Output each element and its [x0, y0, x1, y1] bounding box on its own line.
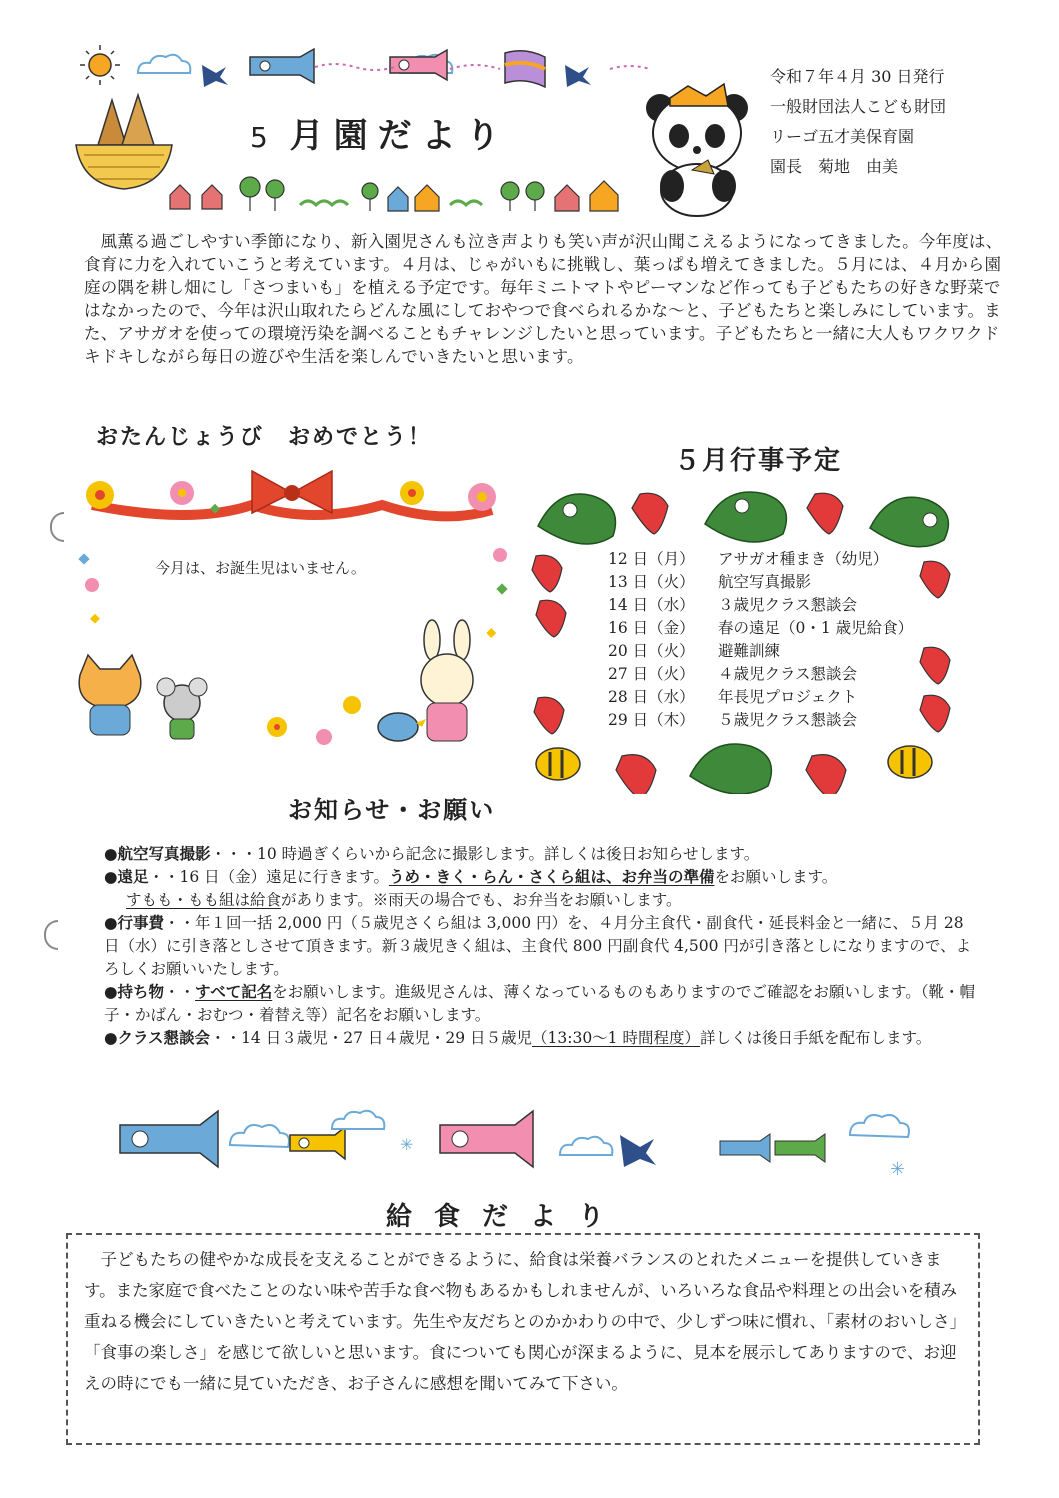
- sparkle-icon: ✳: [890, 1159, 906, 1180]
- notice-excursion: ●遠足・・16 日（金）遠足に行きます。うめ・きく・らん・さくら組は、お弁当の準備をお願いします。 すもも・もも組は給食があります。※雨天の場合でも、お弁当をお願いします。: [104, 868, 838, 909]
- page-title: [250, 108, 510, 157]
- cloud-icon: [230, 1125, 289, 1147]
- panda-icon: [632, 78, 762, 218]
- mouse-icon: [157, 678, 207, 739]
- title-number: 5: [250, 121, 268, 154]
- cloud-icon: [138, 55, 190, 73]
- event-date: 14 日（水）: [608, 596, 695, 614]
- organization-name: 一般財団法人こども財団: [770, 97, 947, 116]
- event-date: 28 日（水）: [608, 688, 695, 706]
- events-heading: ５月行事予定: [674, 446, 843, 476]
- houses-trees-row: [170, 177, 618, 211]
- bird-icon: [378, 713, 426, 741]
- strawberry-icon: [534, 697, 564, 734]
- cat-icon: [79, 655, 141, 735]
- sun-icon: [80, 45, 120, 85]
- sparkle-icon: ✳: [400, 1135, 414, 1154]
- leaf-cluster-icon: [538, 494, 616, 544]
- event-name: ３歳児クラス懇談会: [718, 596, 858, 614]
- bee-icon: [536, 748, 580, 780]
- event-name: 年長児プロジェクト: [718, 688, 858, 706]
- strawberry-icon: [532, 555, 562, 592]
- carp-streamer-icon: [120, 1111, 218, 1167]
- carp-streamer-icon: [390, 50, 447, 80]
- event-name: 春の遠足（0・1 歳児給食）: [718, 619, 914, 637]
- windsock-icon: [505, 51, 545, 87]
- event-item: [608, 548, 913, 571]
- flower-icon: [493, 548, 507, 562]
- ribbon-bow-icon: [252, 471, 332, 513]
- strawberry-icon: [536, 600, 566, 637]
- event-name: 航空写真撮影: [718, 573, 812, 591]
- carp-streamer-icon: [250, 49, 314, 83]
- notice-event-fee: ●行事費・・年１回一括 2,000 円（５歳児さくら組は 3,000 円）を、４月分主食代・副食代・延長料金と一緒に、５月 28 日（水）に引き落としさせて頂きます。新３歳児きく組は、主食代 800 円副食代 4,500 円が引き落としになりますので、よろしくお願いいたします。: [104, 914, 972, 978]
- strawberry-icon: [920, 695, 950, 732]
- intro-paragraph: 風薫る過ごしやすい季節になり、新入園児さんも泣き声よりも笑い声が沢山聞こえるようになってきました。今年度は、食育に力を入れていこうと考えています。４月は、じゃがいもに挑戦し、葉っぱも増えてきました。５月には、４月から園庭の隅を耕し畑にし「さつまいも」を植える予定です。毎年ミニトマトやピーマンなど作っても子どもたちの好きな野菜ではなかったので、今年は沢山取れたらどんな風にしておやつで食べられるかな～と、子どもたちと楽しみにしています。また、アサガオを使っての環境汚染を調べることもチャレンジしたいと思っています。子どもたちと一緒に大人もワクワクドキドキしながら毎日の遊びや生活を楽しんでいきたいと思います。: [84, 232, 1003, 366]
- leaf-cluster-icon: [870, 497, 948, 547]
- birthday-message: 今月は、お誕生児はいません。: [155, 559, 366, 577]
- event-item: [608, 686, 913, 709]
- rabbit-icon: [421, 620, 473, 741]
- event-date: 29 日（木）: [608, 711, 695, 729]
- carp-streamer-icon: [720, 1134, 770, 1162]
- leaf-cluster-icon: [690, 744, 771, 794]
- flower-icon: [267, 717, 287, 737]
- event-item: [608, 571, 913, 594]
- flower-icon: [343, 696, 361, 714]
- flower-icon: [85, 578, 99, 592]
- notice-aerial-photo: ●航空写真撮影・・・10 時過ぎくらいから記念に撮影します。詳しくは後日お知らせします。: [104, 845, 760, 863]
- events-list: [608, 548, 913, 732]
- event-item: [608, 640, 913, 663]
- carp-streamer-icon: [440, 1111, 533, 1167]
- principal-name: 園長 菊地 由美: [770, 157, 899, 176]
- event-name: アサガオ種まき（幼児）: [718, 550, 889, 568]
- event-item: [608, 594, 913, 617]
- issue-date: 令和７年４月 30 日発行: [770, 67, 945, 86]
- swallow-icon: [565, 65, 591, 87]
- strawberry-icon: [920, 647, 950, 684]
- event-name: ４歳児クラス懇談会: [718, 665, 858, 683]
- school-name: リーゴ五才美保育園: [770, 127, 915, 146]
- strawberry-icon: [616, 755, 656, 794]
- lunch-heading: 給食だより: [386, 1202, 627, 1232]
- strawberry-icon: [807, 493, 843, 534]
- flower-icon: [316, 729, 332, 745]
- event-date: 16 日（金）: [608, 619, 695, 637]
- event-name: ５歳児クラス懇談会: [718, 711, 858, 729]
- swallow-icon: [202, 65, 228, 87]
- event-date: 20 日（火）: [608, 642, 695, 660]
- strawberry-icon: [806, 755, 846, 794]
- issuer-block: [770, 62, 946, 182]
- bamboo-shoot-basket-icon: [76, 95, 172, 189]
- birthday-heading: おたんじょうび おめでとう！: [96, 425, 433, 450]
- swallow-icon: [620, 1135, 656, 1167]
- cloud-icon: [332, 1111, 384, 1129]
- birthday-frame: [62, 465, 522, 770]
- carp-streamer-icon: [290, 1127, 345, 1159]
- lunch-paragraph: 子どもたちの健やかな成長を支えることができるように、給食は栄養バランスのとれたメニューを提供していきます。また家庭で食べたことのない味や苦手な食べ物もあるかもしれませんが、いろいろな食品や料理との出会いを積み重ねる機会にしていきたいと考えています。先生や友だちとのかかわりの中で、少しずつ味に慣れ、「素材のおいしさ」「食事の楽しさ」を感じて欲しいと思います。食についても関心が深まるように、見本を展示してありますので、お迎えの時にでも一緒に見ていただき、お子さんに感想を聞いてみて下さい。: [84, 1250, 958, 1393]
- event-name: 避難訓練: [718, 642, 781, 660]
- notice-belongings: ●持ち物・・すべて記名をお願いします。進級児さんは、薄くなっているものもありますのでご確認をお願いします。（靴・帽子・かばん・おむつ・着替え等）記名をお願いします。: [104, 983, 976, 1024]
- bee-icon: [888, 746, 932, 778]
- notices-list: [104, 843, 984, 1050]
- strawberry-icon: [632, 493, 668, 534]
- flower-icon: [170, 481, 194, 505]
- leaf-cluster-icon: [705, 492, 786, 542]
- cloud-icon: [560, 1137, 612, 1155]
- event-item: [608, 663, 913, 686]
- event-date: 27 日（火）: [608, 665, 695, 683]
- flower-icon: [86, 481, 114, 509]
- carp-streamer-icon: [775, 1134, 825, 1162]
- event-date: 13 日（火）: [608, 573, 695, 591]
- notices-heading: お知らせ・お願い: [288, 796, 496, 824]
- cloud-icon: [850, 1115, 909, 1137]
- notice-class-meeting: ●クラス懇談会・・14 日３歳児・27 日４歳児・29 日５歳児（13:30～1 時間程度）詳しくは後日手紙を配布します。: [104, 1029, 932, 1047]
- binder-ring: [44, 920, 58, 950]
- event-item: [608, 709, 913, 732]
- strawberry-icon: [920, 561, 950, 598]
- event-item: [608, 617, 913, 640]
- flower-icon: [468, 483, 496, 511]
- carp-streamer-row: [110, 1105, 940, 1190]
- event-date: 12 日（月）: [608, 550, 695, 568]
- flower-icon: [400, 481, 424, 505]
- title-text: 月園だより: [289, 116, 510, 156]
